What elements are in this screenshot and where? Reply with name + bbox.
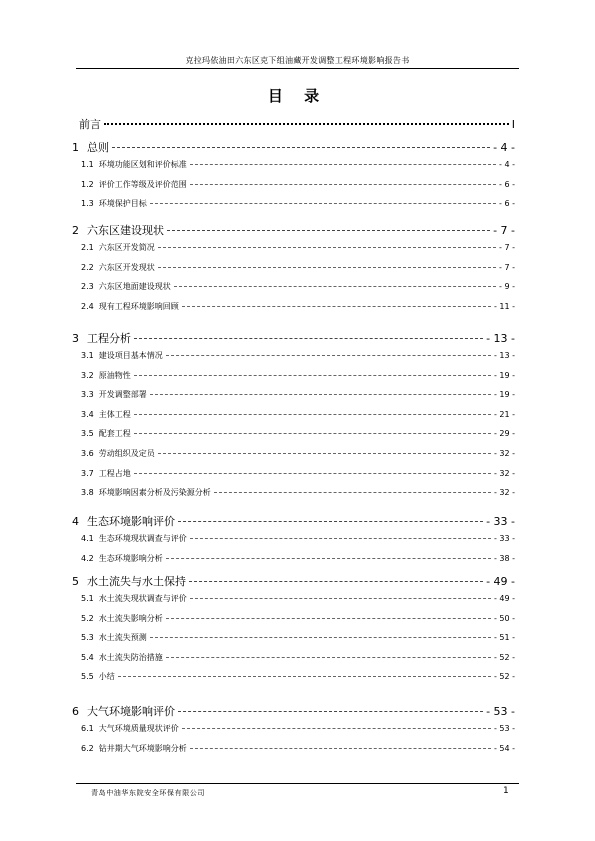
dot-leader — [174, 286, 496, 287]
toc-section-page: - 6 - — [499, 199, 515, 209]
toc-section-1-2[interactable] — [81, 179, 515, 190]
toc-section-page: - 6 - — [499, 179, 515, 189]
running-header: 克拉玛依油田六东区克下组油藏开发调整工程环境影响报告书 — [185, 56, 410, 65]
toc-section-number: 5.1 — [81, 594, 94, 603]
dot-leader — [182, 306, 491, 307]
toc-section-label: 小结 — [98, 672, 115, 682]
toc-section-number: 5.3 — [81, 633, 94, 643]
toc-section-label: 水土流失现状调查与评价 — [98, 594, 187, 603]
toc-section-page: - 38 - — [493, 553, 515, 563]
toc-section-number: 3.6 — [81, 449, 94, 458]
toc-section-5-1[interactable] — [81, 593, 515, 604]
toc-chapter-label: 总则 — [87, 141, 109, 154]
toc-chapter-number: 1 — [72, 141, 79, 154]
toc-section-number: 2.4 — [81, 301, 94, 311]
toc-section-page: - 49 - — [493, 594, 515, 603]
dot-leader — [190, 538, 491, 539]
toc-section-label: 生态环境影响分析 — [98, 553, 163, 563]
toc-section-4-1[interactable] — [81, 533, 515, 544]
dot-leader — [112, 147, 490, 148]
toc-section-page: - 53 - — [493, 724, 515, 733]
toc-chapter-page: - 53 - — [486, 705, 515, 718]
toc-chapter-1[interactable] — [72, 139, 515, 155]
dot-leader — [134, 414, 491, 415]
toc-section-2-2[interactable] — [81, 262, 515, 273]
toc-section-label: 环境保护目标 — [98, 199, 147, 209]
dot-leader — [182, 728, 491, 729]
toc-section-3-1[interactable] — [81, 350, 515, 361]
toc-section-page: - 32 - — [493, 488, 515, 498]
toc-entry-label: 前言 — [79, 118, 101, 131]
toc-section-4-2[interactable] — [81, 553, 515, 564]
toc-section-page: - 29 - — [493, 429, 515, 439]
dot-leader — [166, 657, 491, 658]
dot-leader — [134, 375, 491, 376]
dot-leader — [178, 711, 483, 712]
toc-chapter-2[interactable] — [72, 222, 515, 238]
toc-chapter-label: 工程分析 — [87, 332, 131, 345]
dot-leader — [118, 676, 491, 677]
toc-section-label: 环境影响因素分析及污染源分析 — [98, 488, 211, 498]
toc-entry-page: I — [511, 118, 515, 131]
toc-section-2-1[interactable] — [81, 242, 515, 253]
toc-section-number: 6.1 — [81, 724, 94, 733]
toc-section-2-4[interactable] — [81, 301, 515, 312]
toc-chapter-6[interactable] — [72, 703, 515, 719]
toc-section-label: 开发调整部署 — [98, 390, 147, 400]
toc-section-page: - 54 - — [493, 743, 515, 753]
toc-chapter-page: - 4 - — [493, 141, 515, 154]
dot-leader — [166, 355, 491, 356]
toc-chapter-number: 4 — [72, 515, 79, 528]
toc-section-number: 1.1 — [81, 160, 94, 169]
toc-section-label: 劳动组织及定员 — [98, 449, 155, 458]
dot-leader — [214, 492, 491, 493]
dot-leader — [158, 453, 491, 454]
toc-section-1-1[interactable] — [81, 159, 515, 170]
toc-section-number: 5.2 — [81, 613, 94, 623]
toc-section-2-3[interactable] — [81, 281, 515, 292]
toc-section-page: - 52 - — [493, 672, 515, 682]
toc-section-label: 水土流失预测 — [98, 633, 147, 643]
toc-section-page: - 51 - — [493, 633, 515, 643]
dot-leader — [158, 267, 496, 268]
toc-section-number: 5.5 — [81, 672, 94, 682]
toc-section-number: 3.5 — [81, 429, 94, 439]
toc-section-label: 六东区开发现状 — [98, 262, 155, 272]
toc-section-label: 水土流失影响分析 — [98, 613, 163, 623]
toc-section-number: 4.2 — [81, 553, 94, 563]
toc-section-number: 2.3 — [81, 282, 94, 292]
dot-leader — [134, 433, 491, 434]
dot-leader — [150, 637, 491, 638]
toc-section-5-4[interactable] — [81, 652, 515, 663]
toc-title: 目 录 — [267, 87, 328, 105]
toc-section-3-2[interactable] — [81, 370, 515, 381]
toc-section-number: 2.2 — [81, 262, 94, 272]
toc-section-number: 2.1 — [81, 243, 94, 252]
toc-section-page: - 19 - — [493, 390, 515, 400]
toc-section-page: - 9 - — [499, 282, 515, 292]
toc-section-number: 1.2 — [81, 179, 94, 189]
toc-section-label: 现有工程环境影响回顾 — [98, 301, 179, 311]
toc-section-page: - 52 - — [493, 652, 515, 662]
dot-leader — [167, 230, 490, 231]
toc-section-label: 六东区开发简况 — [98, 243, 155, 252]
toc-chapter-label: 水土流失与水土保持 — [87, 575, 186, 588]
toc-section-page: - 19 - — [493, 370, 515, 380]
toc-section-label: 工程占地 — [98, 468, 131, 478]
footer-company: 青岛中油华东院安全环保有限公司 — [91, 789, 205, 797]
toc-chapter-number: 5 — [72, 575, 79, 588]
dot-leader — [150, 394, 491, 395]
dot-leader — [190, 598, 491, 599]
toc-chapter-3[interactable] — [72, 330, 515, 346]
toc-section-5-2[interactable] — [81, 613, 515, 624]
toc-chapter-page: - 33 - — [486, 515, 515, 528]
toc-section-3-5[interactable] — [81, 428, 515, 439]
dot-leader — [166, 558, 491, 559]
dot-leader — [189, 581, 483, 582]
toc-chapter-number: 3 — [72, 332, 79, 345]
toc-chapter-page: - 7 - — [493, 224, 515, 237]
dot-leader — [190, 748, 491, 749]
toc-section-6-2[interactable] — [81, 743, 515, 754]
dot-leader — [104, 123, 509, 125]
toc-section-label: 原油物性 — [98, 370, 131, 380]
toc-section-number: 3.1 — [81, 351, 94, 360]
toc-chapter-number: 2 — [72, 224, 79, 237]
toc-section-page: - 7 - — [499, 243, 515, 252]
toc-section-page: - 32 - — [493, 449, 515, 458]
toc-chapter-page: - 49 - — [486, 575, 515, 588]
toc-section-number: 3.4 — [81, 409, 94, 419]
toc-section-label: 水土流失防治措施 — [98, 652, 163, 662]
toc-section-6-1[interactable] — [81, 723, 515, 734]
toc-section-page: - 11 - — [493, 301, 515, 311]
toc-section-label: 六东区地面建设现状 — [98, 282, 171, 292]
dot-leader — [134, 473, 491, 474]
toc-section-page: - 33 - — [493, 534, 515, 543]
toc-section-page: - 50 - — [493, 613, 515, 623]
toc-section-page: - 21 - — [493, 409, 515, 419]
toc-section-number: 3.8 — [81, 488, 94, 498]
toc-section-number: 1.3 — [81, 199, 94, 209]
toc-chapter-number: 6 — [72, 705, 79, 718]
toc-section-5-5[interactable] — [81, 671, 515, 682]
toc-chapter-label: 生态环境影响评价 — [87, 515, 175, 528]
toc-section-number: 3.7 — [81, 468, 94, 478]
toc-section-number: 4.1 — [81, 534, 94, 543]
toc-chapter-label: 大气环境影响评价 — [87, 705, 175, 718]
toc-section-label: 配套工程 — [98, 429, 131, 439]
toc-section-label: 评价工作等级及评价范围 — [98, 179, 187, 189]
toc-section-page: - 4 - — [499, 160, 515, 169]
toc-section-3-7[interactable] — [81, 468, 515, 479]
toc-section-number: 3.2 — [81, 370, 94, 380]
toc-section-label: 建设项目基本情况 — [98, 351, 163, 360]
toc-section-label: 大气环境质量现状评价 — [98, 724, 179, 733]
toc-section-1-3[interactable] — [81, 198, 515, 209]
toc-chapter-label: 六东区建设现状 — [87, 224, 164, 237]
toc-section-number: 6.2 — [81, 743, 94, 753]
dot-leader — [150, 203, 496, 204]
footer-rule — [76, 783, 519, 784]
toc-section-page: - 32 - — [493, 468, 515, 478]
toc-section-label: 主体工程 — [98, 409, 131, 419]
dot-leader — [166, 618, 491, 619]
toc-section-label: 环境功能区划和评价标准 — [98, 160, 187, 169]
toc-chapter-5[interactable] — [72, 573, 515, 589]
toc-section-number: 3.3 — [81, 390, 94, 400]
toc-section-3-6[interactable] — [81, 448, 515, 459]
dot-leader — [178, 521, 483, 522]
dot-leader — [190, 164, 496, 165]
toc-section-label: 钻井期大气环境影响分析 — [98, 743, 187, 753]
toc-section-3-4[interactable] — [81, 409, 515, 420]
toc-entry-preface[interactable] — [79, 116, 515, 132]
toc-section-3-3[interactable] — [81, 389, 515, 400]
toc-section-label: 生态环境现状调查与评价 — [98, 534, 187, 543]
dot-leader — [190, 184, 496, 185]
dot-leader — [134, 338, 483, 339]
toc-chapter-4[interactable] — [72, 513, 515, 529]
dot-leader — [158, 247, 496, 248]
footer-page-number: 1 — [503, 786, 509, 796]
toc-section-page: - 13 - — [493, 351, 515, 360]
toc-section-5-3[interactable] — [81, 632, 515, 643]
toc-section-page: - 7 - — [499, 262, 515, 272]
toc-chapter-page: - 13 - — [486, 332, 515, 345]
toc-section-number: 5.4 — [81, 652, 94, 662]
toc-section-3-8[interactable] — [81, 487, 515, 498]
